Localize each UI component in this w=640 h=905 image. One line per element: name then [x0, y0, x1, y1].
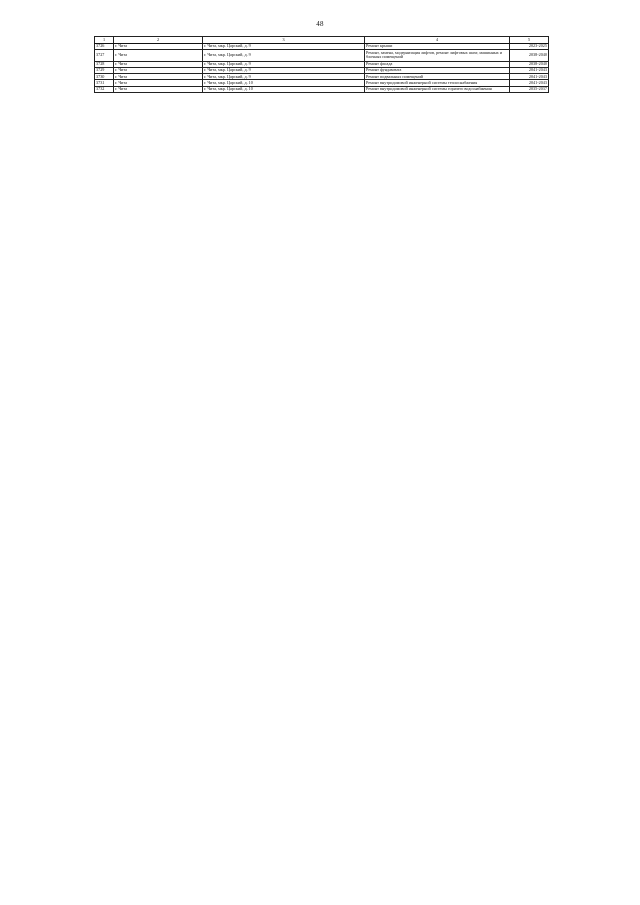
- municipality-cell: г. Чита: [114, 74, 203, 80]
- municipality-cell: г. Чита: [114, 67, 203, 73]
- table-row: [95, 50, 549, 62]
- period-cell: 2038-2040: [510, 50, 549, 62]
- header-cell: 1: [95, 37, 114, 44]
- row-number: 3726: [95, 44, 114, 50]
- header-cell: 4: [365, 37, 510, 44]
- table-row: [95, 86, 549, 92]
- work-type-cell: Ремонт подвальных помещений: [365, 74, 510, 80]
- municipality-cell: г. Чита: [114, 86, 203, 92]
- row-number: 3728: [95, 61, 114, 67]
- period-cell: 2035-2037: [510, 86, 549, 92]
- row-number: 3730: [95, 74, 114, 80]
- period-cell: 2038-2040: [510, 61, 549, 67]
- municipality-cell: г. Чита: [114, 50, 203, 62]
- work-type-cell: Ремонт крыши: [365, 44, 510, 50]
- work-type-cell: Ремонт фасада: [365, 61, 510, 67]
- row-number: 3727: [95, 50, 114, 62]
- work-type-cell: Ремонт внутридомовой инженерной системы теплоснабжения: [365, 80, 510, 86]
- register-table: [94, 36, 549, 93]
- row-number: 3731: [95, 80, 114, 86]
- page-number: 48: [316, 20, 324, 28]
- header-cell: 3: [203, 37, 365, 44]
- address-cell: г. Чита, мкр. Царский, д. 9: [203, 44, 365, 50]
- municipality-cell: г. Чита: [114, 80, 203, 86]
- municipality-cell: г. Чита: [114, 44, 203, 50]
- work-type-cell: Ремонт, замена, модернизация лифтов, ремонт лифтовых шахт, машинных и блочных помещений: [365, 50, 510, 62]
- address-cell: г. Чита, мкр. Царский, д. 9: [203, 67, 365, 73]
- address-cell: г. Чита, мкр. Царский, д. 10: [203, 86, 365, 92]
- address-cell: г. Чита, мкр. Царский, д. 9: [203, 50, 365, 62]
- period-cell: 2041-2043: [510, 74, 549, 80]
- period-cell: 2023-2025: [510, 44, 549, 50]
- header-cell: 5: [510, 37, 549, 44]
- period-cell: 2041-2043: [510, 80, 549, 86]
- address-cell: г. Чита, мкр. Царский, д. 9: [203, 61, 365, 67]
- header-row: [95, 37, 549, 44]
- header-cell: 2: [114, 37, 203, 44]
- work-type-cell: Ремонт внутридомовой инженерной системы горячего водоснабжения: [365, 86, 510, 92]
- work-type-cell: Ремонт фундамента: [365, 67, 510, 73]
- address-cell: г. Чита, мкр. Царский, д. 9: [203, 74, 365, 80]
- row-number: 3729: [95, 67, 114, 73]
- address-cell: г. Чита, мкр. Царский, д. 10: [203, 80, 365, 86]
- municipality-cell: г. Чита: [114, 61, 203, 67]
- row-number: 3732: [95, 86, 114, 92]
- period-cell: 2041-2043: [510, 67, 549, 73]
- table-body: [95, 44, 549, 93]
